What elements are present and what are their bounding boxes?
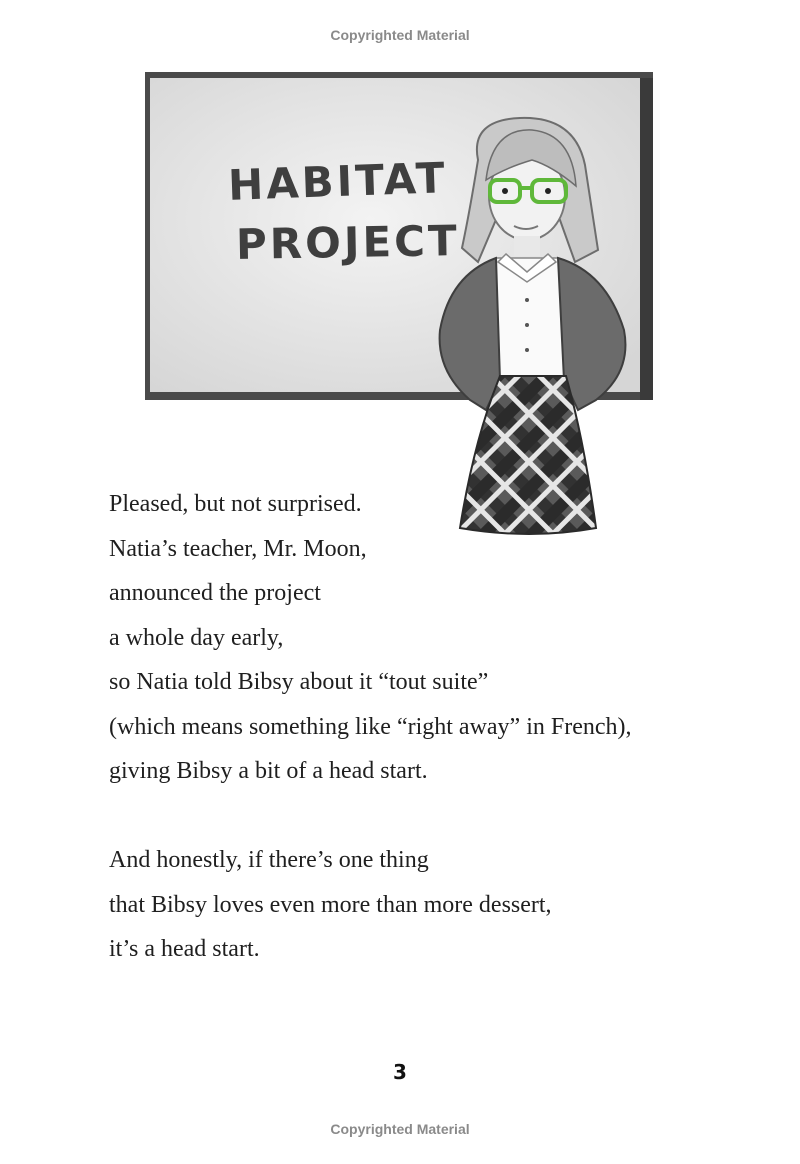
text-line: Pleased, but not surprised. [109, 491, 362, 517]
board-title-line-2: PROJECT [235, 216, 461, 269]
text-line: a whole day early, [109, 624, 284, 651]
copyright-header: Copyrighted Material [330, 27, 470, 43]
story-text [109, 482, 729, 972]
text-line: (which means something like “right away” in French), [109, 713, 632, 740]
board-title-line-1: HABITAT [227, 153, 449, 210]
paragraph-1 [109, 482, 729, 794]
page-number: 3 [393, 1060, 407, 1084]
text-line: announced the project [109, 580, 321, 606]
text-line: so Natia told Bibsy about it “tout suite” [109, 669, 489, 695]
text-line: giving Bibsy a bit of a head start. [109, 758, 428, 784]
copyright-footer: Copyrighted Material [330, 1121, 470, 1137]
text-line: Natia’s teacher, Mr. Moon, [109, 535, 367, 562]
text-line: it’s a head start. [109, 936, 260, 962]
teacher-illustration [140, 66, 660, 546]
paragraph-2 [109, 838, 729, 972]
text-line: that Bibsy loves even more than more dessert, [109, 891, 552, 918]
text-line: And honestly, if there’s one thing [109, 847, 429, 873]
